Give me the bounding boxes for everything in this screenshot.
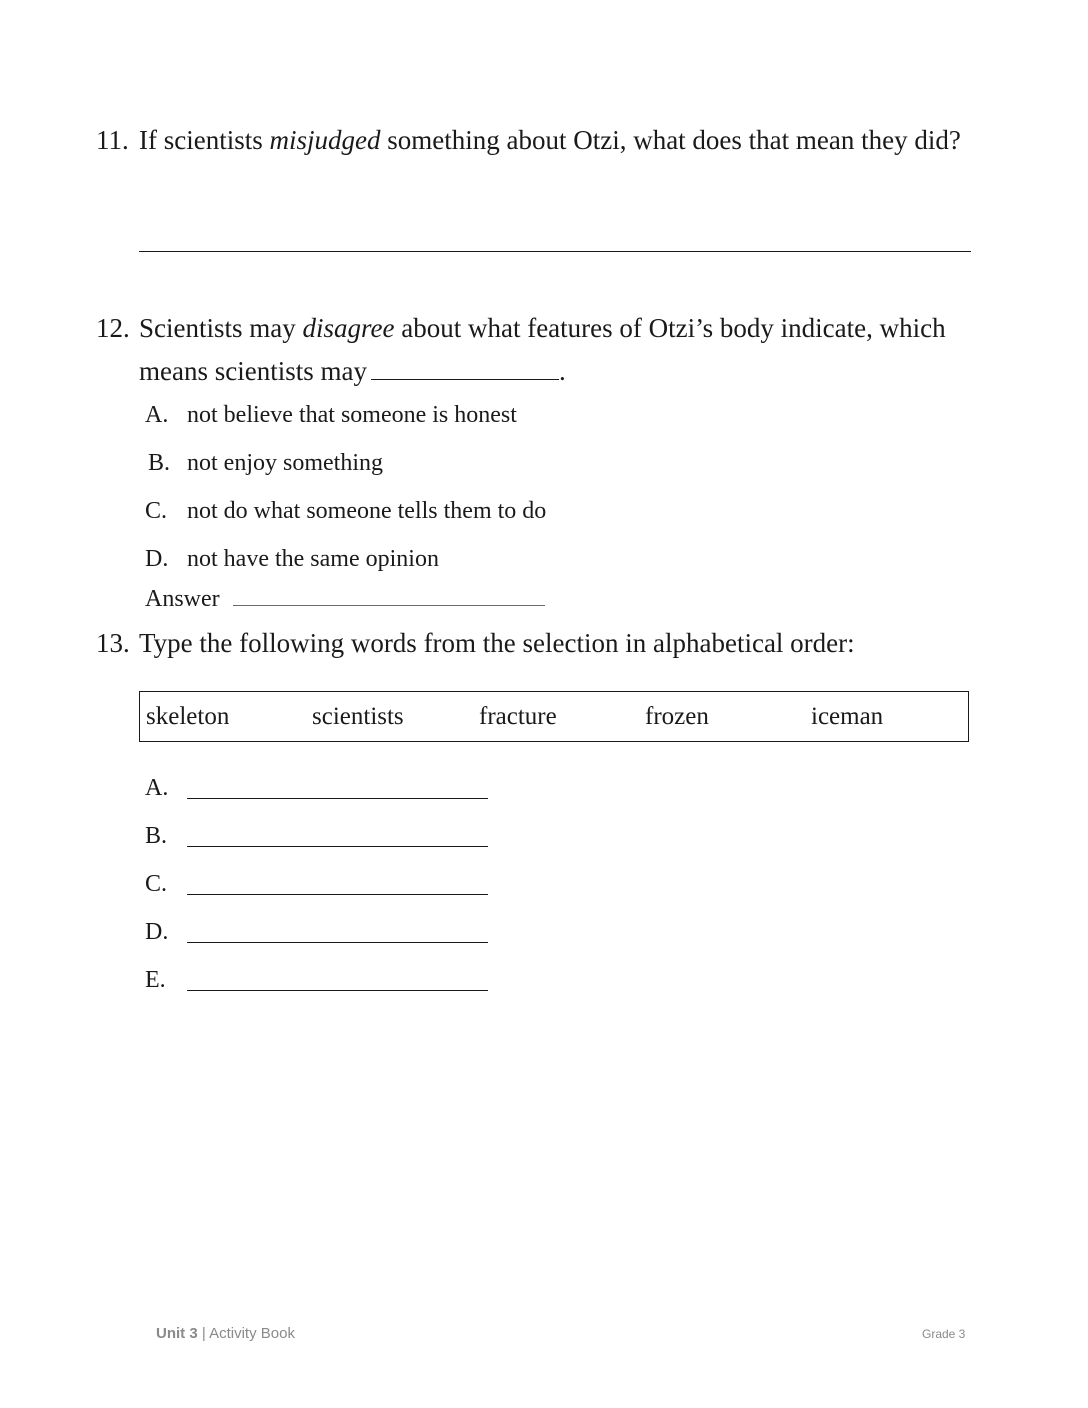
question-text-part: Scientists may	[139, 313, 303, 343]
word-bank	[139, 691, 969, 742]
footer-separator: |	[201, 1325, 206, 1342]
option-text: not do what someone tells them to do	[187, 498, 547, 524]
blank-letter: D.	[145, 919, 169, 945]
vocabulary-word: disagree	[302, 313, 395, 343]
blank-letter: E.	[145, 967, 166, 993]
blank-line-d[interactable]	[187, 942, 488, 943]
footer-unit	[156, 1325, 295, 1342]
footer-grade: Grade 3	[922, 1327, 966, 1341]
inline-blank[interactable]	[371, 357, 559, 380]
option-text: not have the same opinion	[187, 546, 439, 572]
option-text: not believe that someone is honest	[187, 402, 517, 428]
answer-label: Answer	[145, 586, 220, 612]
blank-line-b[interactable]	[187, 846, 488, 847]
option-letter: A.	[145, 402, 169, 428]
question-text	[139, 307, 974, 393]
question-text-part: about what features of Otzi’s body indicate, which means scientists may	[139, 313, 946, 386]
question-text-part: If scientists	[139, 125, 270, 155]
answer-line-q12[interactable]	[233, 605, 545, 606]
word-bank-item: scientists	[312, 703, 404, 730]
option-letter: B.	[148, 450, 171, 476]
option-letter: D.	[145, 546, 169, 572]
question-number: 11.	[96, 125, 129, 155]
answer-line-q11[interactable]	[139, 251, 971, 252]
question-number: 12.	[96, 313, 130, 343]
word-bank-item: fracture	[479, 703, 557, 730]
word-bank-item: skeleton	[146, 703, 230, 730]
blank-letter: A.	[145, 775, 169, 801]
blank-line-c[interactable]	[187, 894, 488, 895]
word-bank-item: iceman	[811, 703, 884, 730]
question-text: Type the following words from the selection in alphabetical order:	[139, 628, 855, 658]
blank-letter: B.	[145, 823, 168, 849]
blank-line-a[interactable]	[187, 798, 488, 799]
unit-label: Unit 3	[156, 1325, 198, 1342]
book-label: Activity Book	[209, 1325, 295, 1342]
question-text-part: something about Otzi, what does that mean they did?	[380, 125, 961, 155]
blank-line-e[interactable]	[187, 990, 488, 991]
question-text	[139, 119, 974, 162]
blank-letter: C.	[145, 871, 168, 897]
question-number: 13.	[96, 628, 130, 658]
option-letter: C.	[145, 498, 168, 524]
vocabulary-word: misjudged	[269, 125, 381, 155]
word-bank-item: frozen	[645, 703, 709, 730]
option-text: not enjoy something	[187, 450, 383, 476]
end-punctuation: .	[558, 356, 566, 386]
